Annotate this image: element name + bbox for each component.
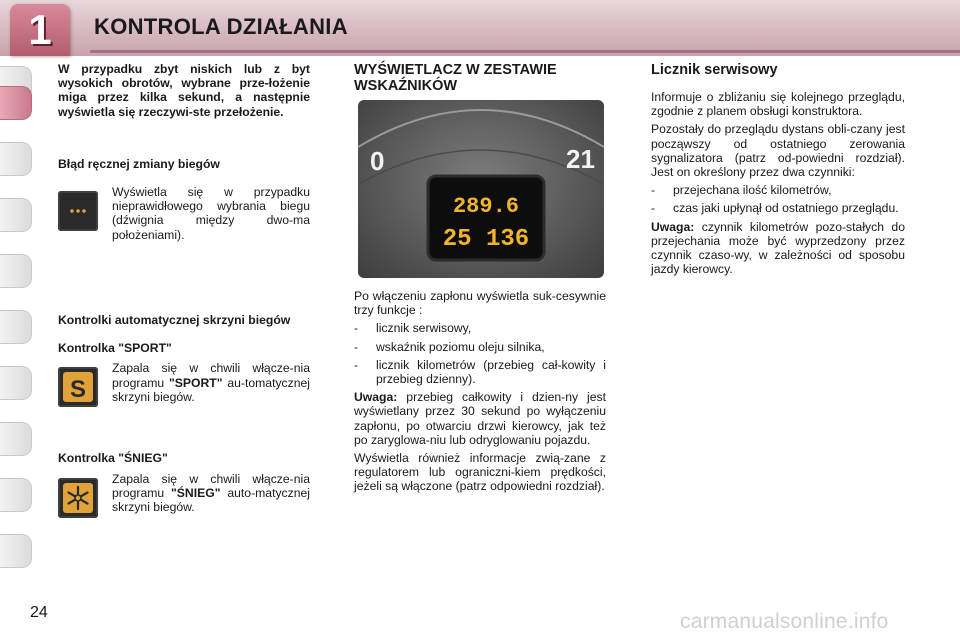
gear-warning-icon bbox=[58, 191, 98, 231]
list-item: - wskaźnik poziomu oleju silnika, bbox=[354, 339, 545, 354]
snow-text-after: auto-matycznej skrzyni biegów. bbox=[112, 485, 310, 515]
gauge-right-scale: 21 bbox=[566, 144, 595, 174]
auto-gearbox-heading: Kontrolki automatycznej skrzyni biegów bbox=[58, 313, 291, 328]
service-para-2: Pozostały do przeglądu dystans obli-czany jest począwszy od ostatniego zerowania sygnalizatora (patrz od-powiedni rozdział). Jest on określony przez dwa czynniki: bbox=[651, 122, 905, 180]
side-tab-4[interactable] bbox=[0, 254, 32, 288]
middle-column bbox=[354, 62, 606, 94]
snow-program-name: "ŚNIEG" bbox=[171, 485, 221, 500]
sport-program-name: "SPORT" bbox=[168, 375, 223, 390]
note-label: Uwaga: bbox=[651, 219, 695, 234]
list-item: - licznik serwisowy, bbox=[354, 321, 472, 336]
sport-text-after: au-tomatycznej skrzyni biegów. bbox=[112, 375, 310, 404]
gear-error-row bbox=[58, 185, 310, 257]
service-factor-list bbox=[651, 183, 905, 215]
sport-row bbox=[58, 361, 310, 437]
gear-intro-text: W przypadku zbyt niskich lub z byt wysokich obrotów, wybrane prze-łożenie miga przez kilka sekund, a następnie wyświetla się rzeczywi-ste przełożenie. bbox=[58, 62, 310, 119]
instrument-display-photo bbox=[358, 100, 604, 278]
service-note: Uwaga: czynnik kilometrów pozo-stałych do przejechania może być wyprzedzony przez czynnik czaso-wy, w zależności od sposobu jazdy kierowcy. bbox=[651, 219, 905, 277]
side-chapter-tabs bbox=[0, 66, 32, 586]
display-intro: Po włączeniu zapłonu wyświetla suk-cesywnie trzy funkcje : bbox=[354, 289, 606, 318]
chapter-tab[interactable] bbox=[10, 4, 70, 56]
sport-heading: Kontrolka "SPORT" bbox=[58, 341, 172, 356]
page-title: KONTROLA DZIAŁANIA bbox=[94, 14, 348, 39]
side-tab-6[interactable] bbox=[0, 366, 32, 400]
list-item: - czas jaki upłynął od ostatniego przeglądu. bbox=[651, 201, 899, 216]
display-function-list bbox=[354, 321, 606, 386]
side-tab-9[interactable] bbox=[0, 534, 32, 568]
side-tab-2[interactable] bbox=[0, 142, 32, 176]
side-tab-7[interactable] bbox=[0, 422, 32, 456]
side-tab-3[interactable] bbox=[0, 198, 32, 232]
left-column bbox=[58, 62, 310, 528]
display-para-2: Wyświetla również informacje zwią-zane z regulatorem lub ograniczni-kiem prędkości, jeżeli są włączone (patrz odpowiedni rozdział). bbox=[354, 451, 606, 494]
display-note: Uwaga: przebieg całkowity i dzien-ny jest wyświetlany przez 30 sekund po wyłączeniu zapłonu, po otwarciu drzwi kierowcy, jak też po zaryglowa-niu lub odryglowaniu pojazdu. bbox=[354, 390, 606, 447]
sport-icon bbox=[58, 367, 98, 407]
trip-odometer-reading: 289.6 bbox=[452, 194, 520, 219]
chapter-number: 1 bbox=[28, 6, 52, 53]
sport-text bbox=[112, 361, 310, 404]
total-odometer-reading: 25 136 bbox=[442, 226, 530, 253]
display-description bbox=[354, 289, 606, 494]
display-heading: WYŚWIETLACZ W ZESTAWIE WSKAŹNIKÓW bbox=[354, 62, 557, 94]
note-label: Uwaga: bbox=[354, 390, 398, 405]
snowflake-icon bbox=[58, 478, 98, 518]
svg-text:S: S bbox=[69, 376, 87, 404]
snow-text bbox=[112, 472, 310, 515]
snow-heading: Kontrolka "ŚNIEG" bbox=[58, 451, 168, 466]
side-tab-5[interactable] bbox=[0, 310, 32, 344]
right-column bbox=[651, 62, 905, 276]
list-item: - licznik kilometrów (przebieg cał-kowity i przebieg dzienny). bbox=[354, 357, 606, 387]
gear-error-heading: Błąd ręcznej zmiany biegów bbox=[58, 156, 220, 171]
side-tab-8[interactable] bbox=[0, 478, 32, 512]
page-number: 24 bbox=[30, 604, 48, 621]
snow-row bbox=[58, 472, 310, 528]
snow-text-before: Zapala się w chwili włącze-nia programu bbox=[112, 471, 310, 500]
side-tab-active[interactable] bbox=[0, 86, 32, 120]
service-para-1: Informuje o zbliżaniu się kolejnego przeglądu, zgodnie z planem obsługi konstruktora. bbox=[651, 90, 905, 119]
list-item: - przejechana ilość kilometrów, bbox=[651, 183, 832, 198]
gear-error-text: Wyświetla się w przypadku nieprawidłowego wybrania biegu (dźwignia między dwo-ma położeniami). bbox=[112, 185, 310, 242]
service-indicator-heading: Licznik serwisowy bbox=[651, 62, 778, 78]
gauge-left-scale: 0 bbox=[370, 146, 385, 176]
header-divider bbox=[90, 50, 960, 53]
watermark: carmanualsonline.info bbox=[680, 610, 889, 633]
sport-text-before: Zapala się w chwili włącze-nia programu bbox=[112, 361, 310, 390]
